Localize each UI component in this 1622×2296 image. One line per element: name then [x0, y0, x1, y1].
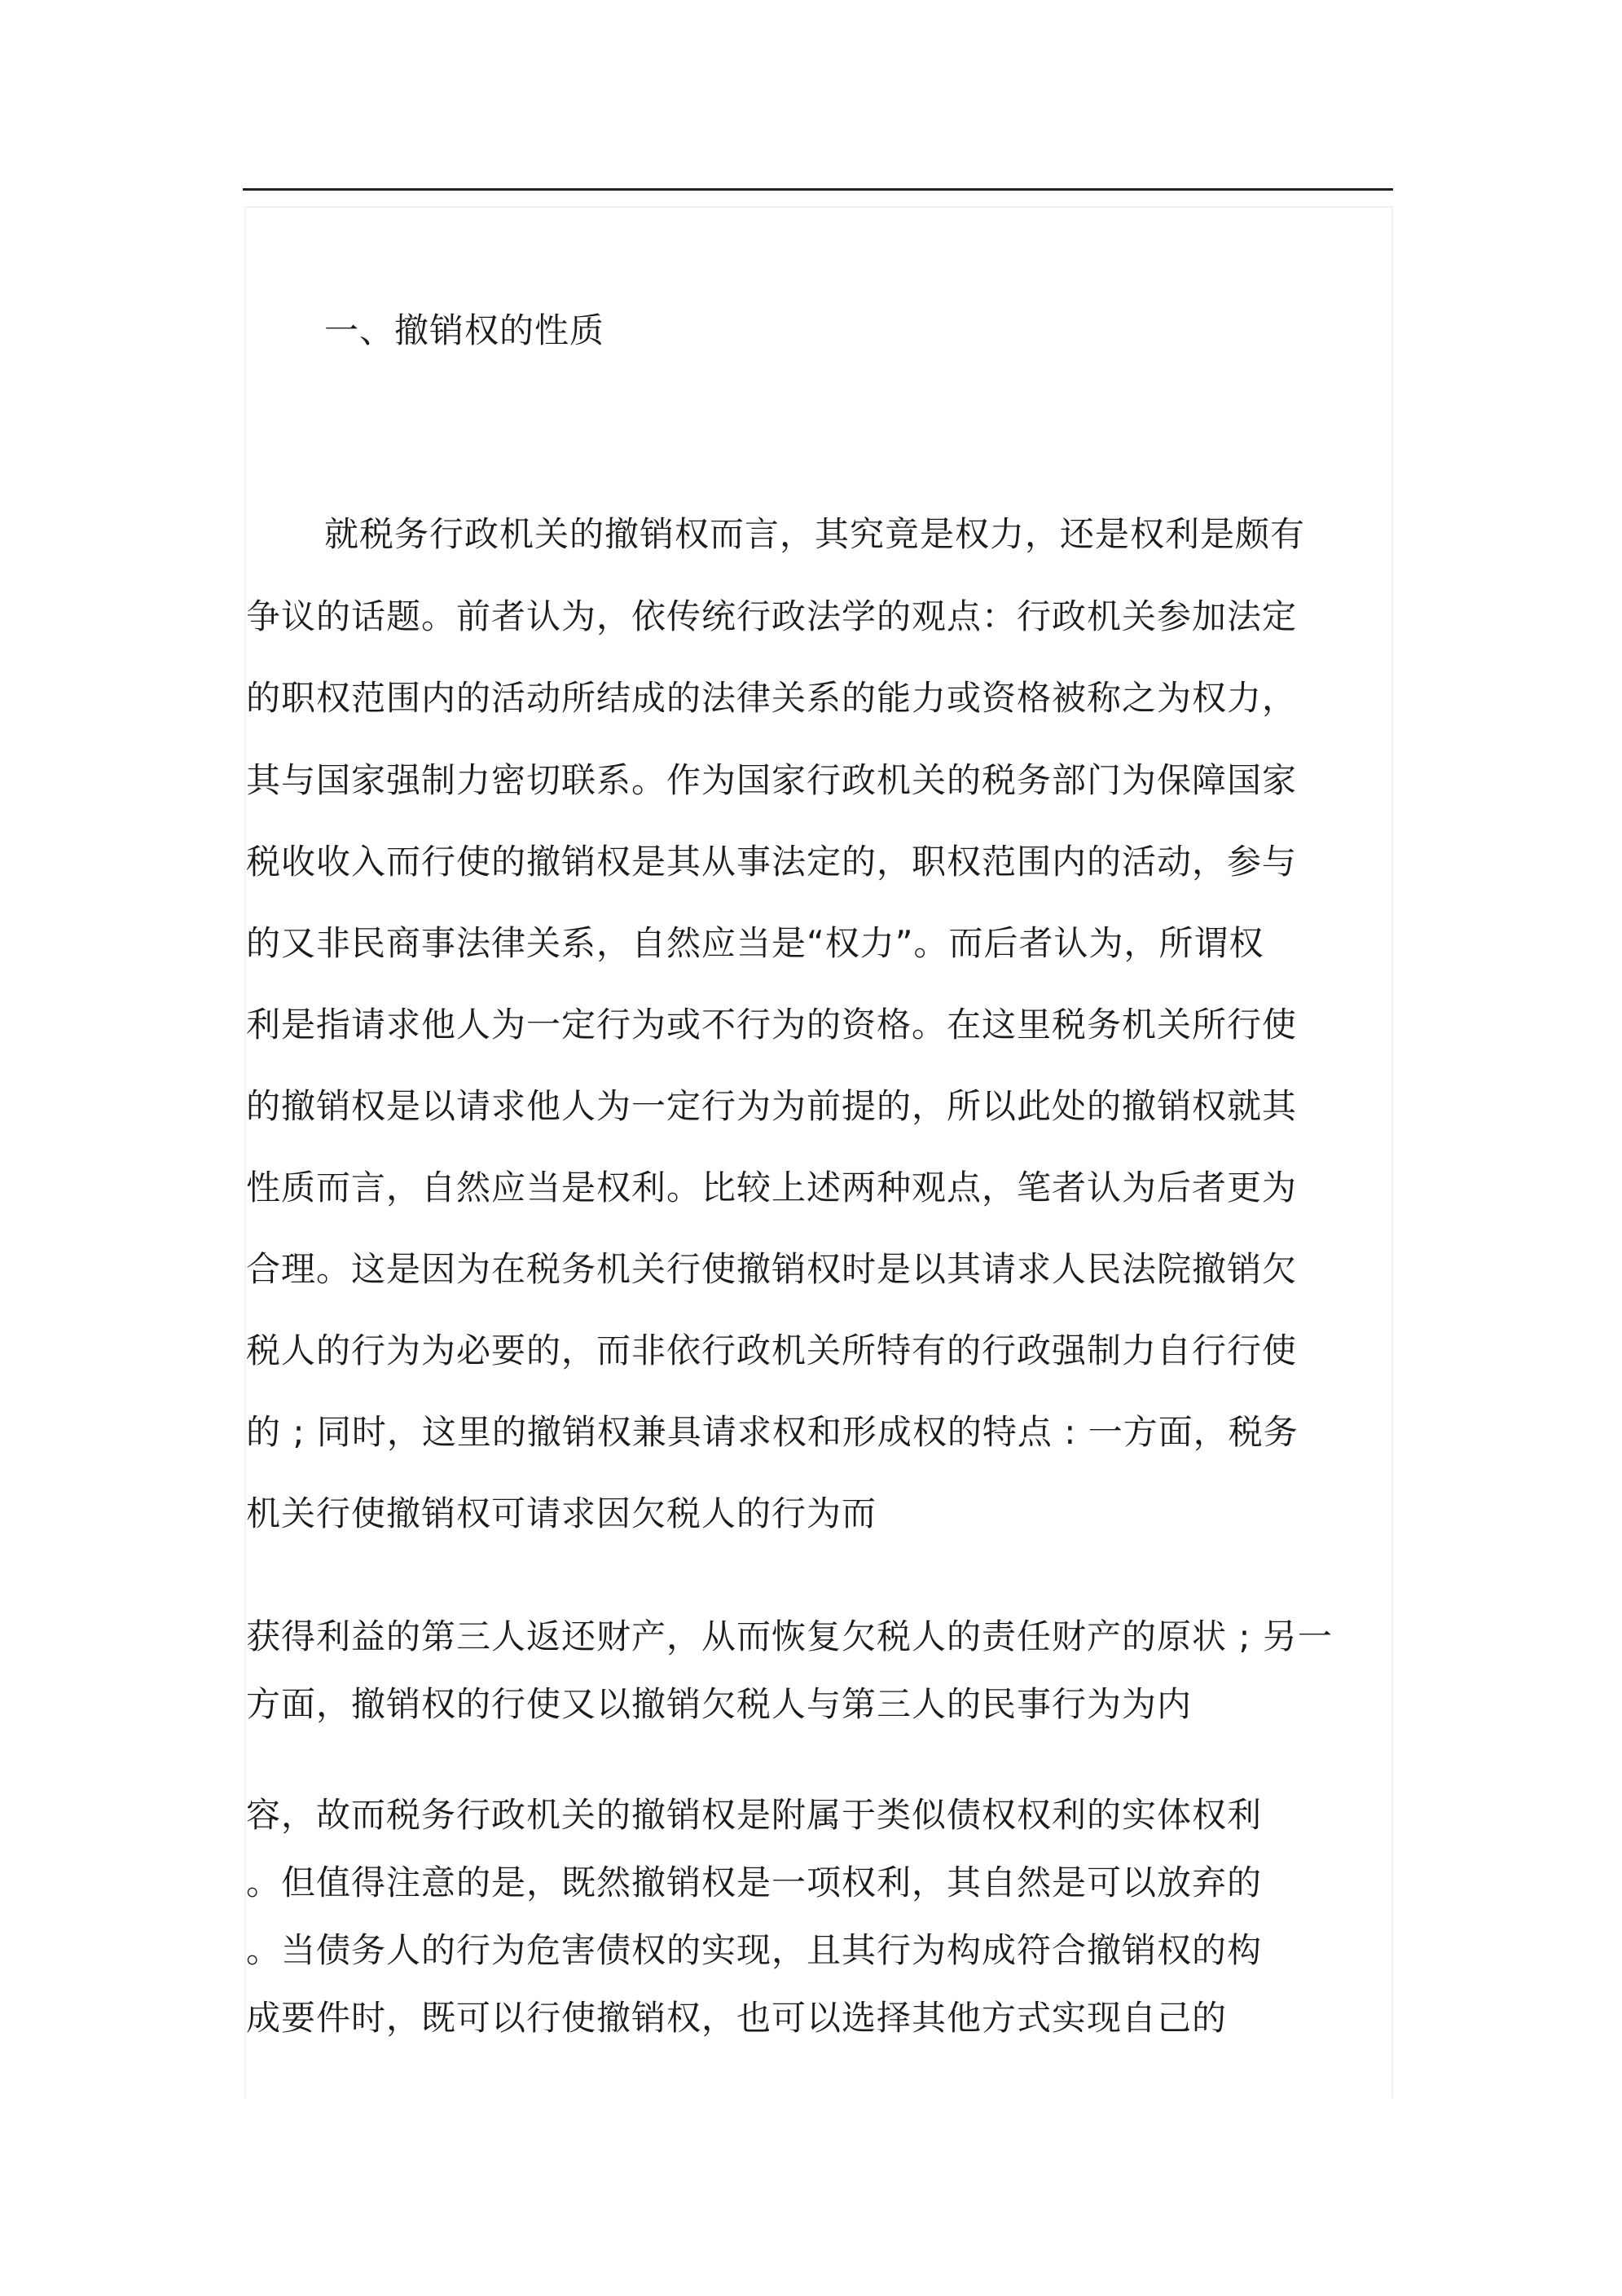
paragraph-line: 的又非民商事法律关系，自然应当是“权力”。而后者认为，所谓权	[246, 923, 1264, 963]
paragraph-line: 的 ; 同时，这里的撤销权兼具请求权和形成权的特点 : 一方面，税务	[246, 1412, 1299, 1452]
top-rule	[243, 188, 1393, 191]
paragraph-line: 其与国家强制力密切联系。作为国家行政机关的税务部门为保障国家	[246, 760, 1298, 800]
paragraph-line: 方面，撤销权的行使又以撤销欠税人与第三人的民事行为为内	[246, 1684, 1193, 1724]
paragraph-line: 。但值得注意的是，既然撤销权是一项权利，其自然是可以放弃的	[246, 1863, 1263, 1902]
paragraph-line: 税收收入而行使的撤销权是其从事法定的，职权范围内的活动，参与	[246, 842, 1298, 882]
paragraph-line: 获得利益的第三人返还财产，从而恢复欠税人的责任财产的原状 ; 另一	[246, 1616, 1333, 1656]
paragraph-line: 利是指请求他人为一定行为或不行为的资格。在这里税务机关所行使	[246, 1005, 1298, 1045]
paragraph-line: 税人的行为为必要的，而非依行政机关所特有的行政强制力自行行使	[246, 1331, 1298, 1370]
paragraph-line: 。当债务人的行为危害债权的实现，且其行为构成符合撤销权的构	[246, 1930, 1263, 1970]
paragraph-line: 成要件时，既可以行使撤销权，也可以选择其他方式实现自己的	[246, 1998, 1228, 2038]
paragraph-line: 就税务行政机关的撤销权而言，其究竟是权力，还是权利是颇有	[324, 514, 1306, 554]
paragraph-line: 争议的话题。前者认为，依传统行政法学的观点：行政机关参加法定	[246, 596, 1298, 636]
paragraph-line: 的职权范围内的活动所结成的法律关系的能力或资格被称之为权力，	[246, 678, 1298, 718]
paragraph-line: 容，故而税务行政机关的撤销权是附属于类似债权权利的实体权利	[246, 1795, 1263, 1835]
paragraph-line: 机关行使撤销权可请求因欠税人的行为而	[246, 1493, 877, 1533]
paragraph-line: 性质而言，自然应当是权利。比较上述两种观点，笔者认为后者更为	[246, 1168, 1298, 1207]
section-heading: 一、撤销权的性质	[324, 310, 605, 350]
paragraph-line: 的撤销权是以请求他人为一定行为为前提的，所以此处的撤销权就其	[246, 1086, 1298, 1126]
paragraph-line: 合理。这是因为在税务机关行使撤销权时是以其请求人民法院撤销欠	[246, 1249, 1298, 1289]
